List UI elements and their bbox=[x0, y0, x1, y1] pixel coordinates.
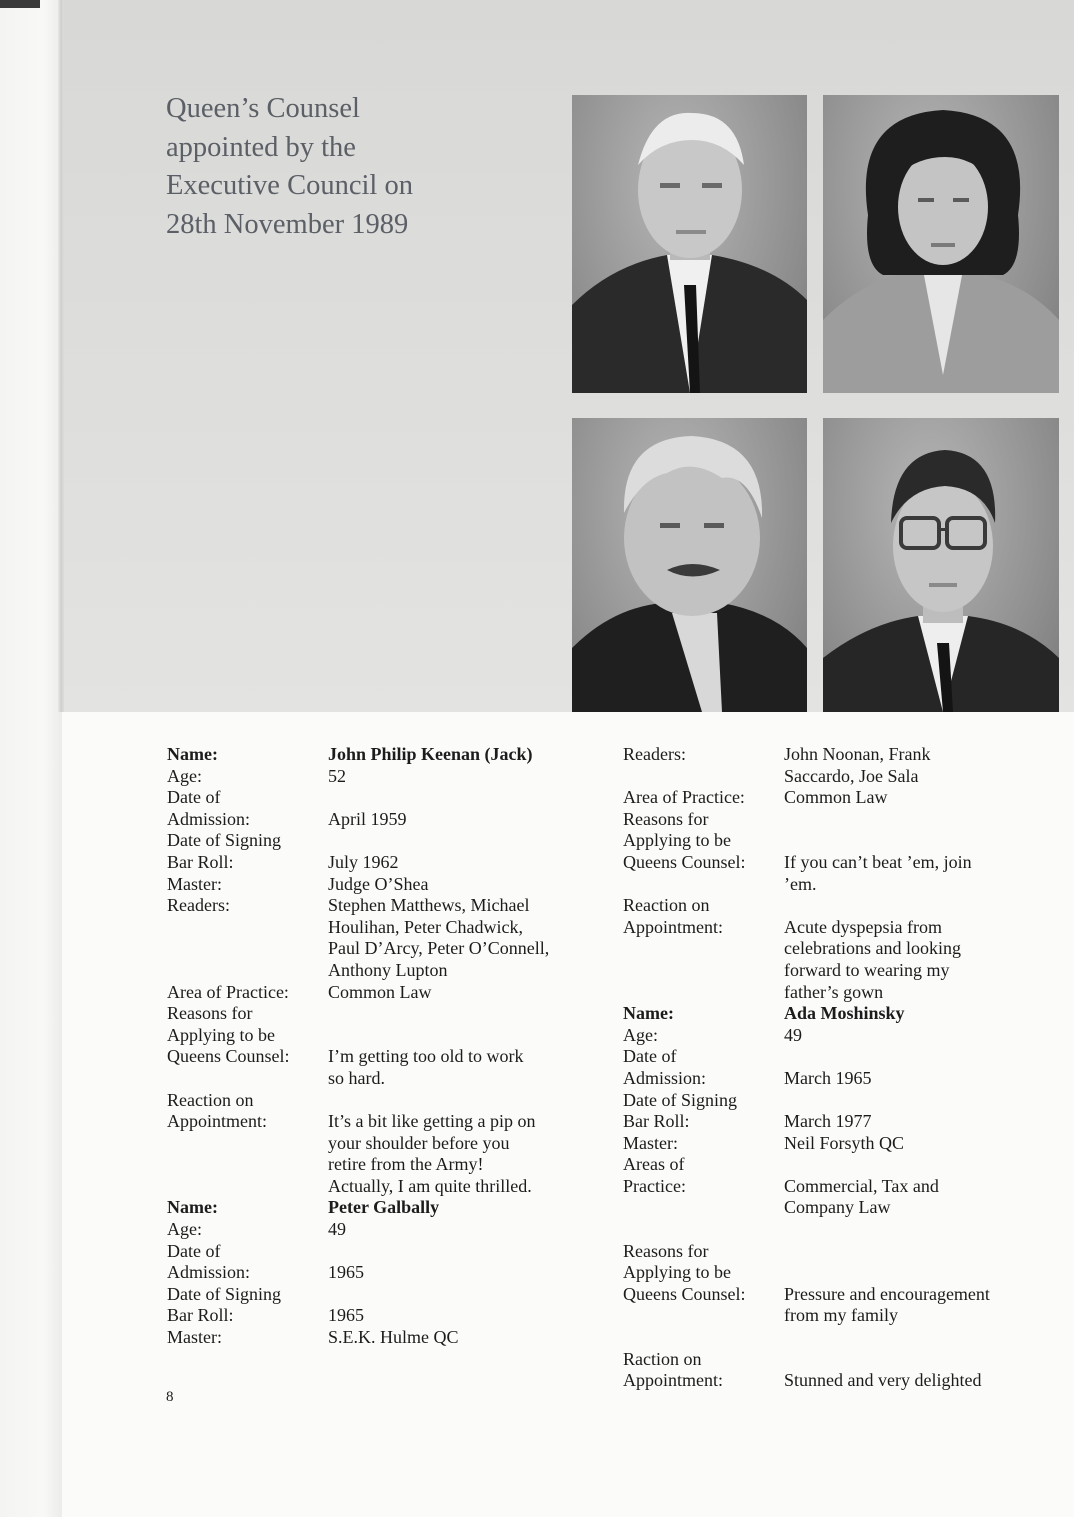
page-binding-margin bbox=[0, 0, 62, 1517]
portrait-photo-bottom-right bbox=[823, 418, 1059, 712]
portrait-photo-bottom-left bbox=[572, 418, 807, 712]
left-column: Name: John Philip Keenan (Jack) Age: 52 Date of Admission: April 1959 Date of Signing Bar Roll: July 1962 Master: Judge O’Shea Readers: Stephen Matthews, Michael Houlihan, Peter Chadwick, Paul D’Arcy, Peter O’Connell, Anthony Lupton Area of Practice: Common Law Reasons for Applying to be Queens Counsel: I’m getting too old to work so hard. Reaction on Appointment: It’s a bit like getting a pip on your shoulder before you retire from the Army! Actually, I am quite thrilled. Name: Peter Galbally Age: 49 Date of Admission: 1965 Date of Signing Bar Roll: 1965 Master: S.E.K. Hulme QC bbox=[167, 744, 597, 1349]
right-column: Readers: John Noonan, Frank Saccardo, Joe Sala Area of Practice: Common Law Reasons for Applying to be Queens Counsel: If you can’t beat ’em, join ’em. Reaction on Appointment: Acute dyspepsia from celebrations and looking forward to wearing my father’s gown Name: Ada Moshinsky Age: 49 Date of Admission: March 1965 Date of Signing Bar Roll: March 1977 Master: Neil Forsyth QC Areas of Practice: Commercial, Tax and Company Law Reasons for Applying to be Queens Counsel: Pressure and encouragement from my family Raction on Appointment: Stunned and very delighted bbox=[623, 744, 1043, 1392]
entry-name-row: Name: Ada Moshinsky bbox=[623, 1003, 1043, 1025]
entry-name: Ada Moshinsky bbox=[784, 1003, 905, 1024]
entry-name-row: Name: Peter Galbally bbox=[167, 1197, 597, 1219]
entry-name: John Philip Keenan (Jack) bbox=[328, 744, 533, 764]
page-number: 8 bbox=[166, 1389, 174, 1405]
portrait-photo-top-right bbox=[823, 95, 1059, 393]
entry-name: Peter Galbally bbox=[328, 1197, 440, 1218]
entry-name-row: Name: John Philip Keenan (Jack) bbox=[167, 744, 597, 766]
portrait-photo-top-left bbox=[572, 95, 807, 393]
binding-shadow bbox=[58, 0, 64, 712]
corner-mark bbox=[0, 0, 40, 8]
page-title: Queen’s Counsel appointed by the Executive Council on 28th November 1989 bbox=[166, 93, 413, 240]
